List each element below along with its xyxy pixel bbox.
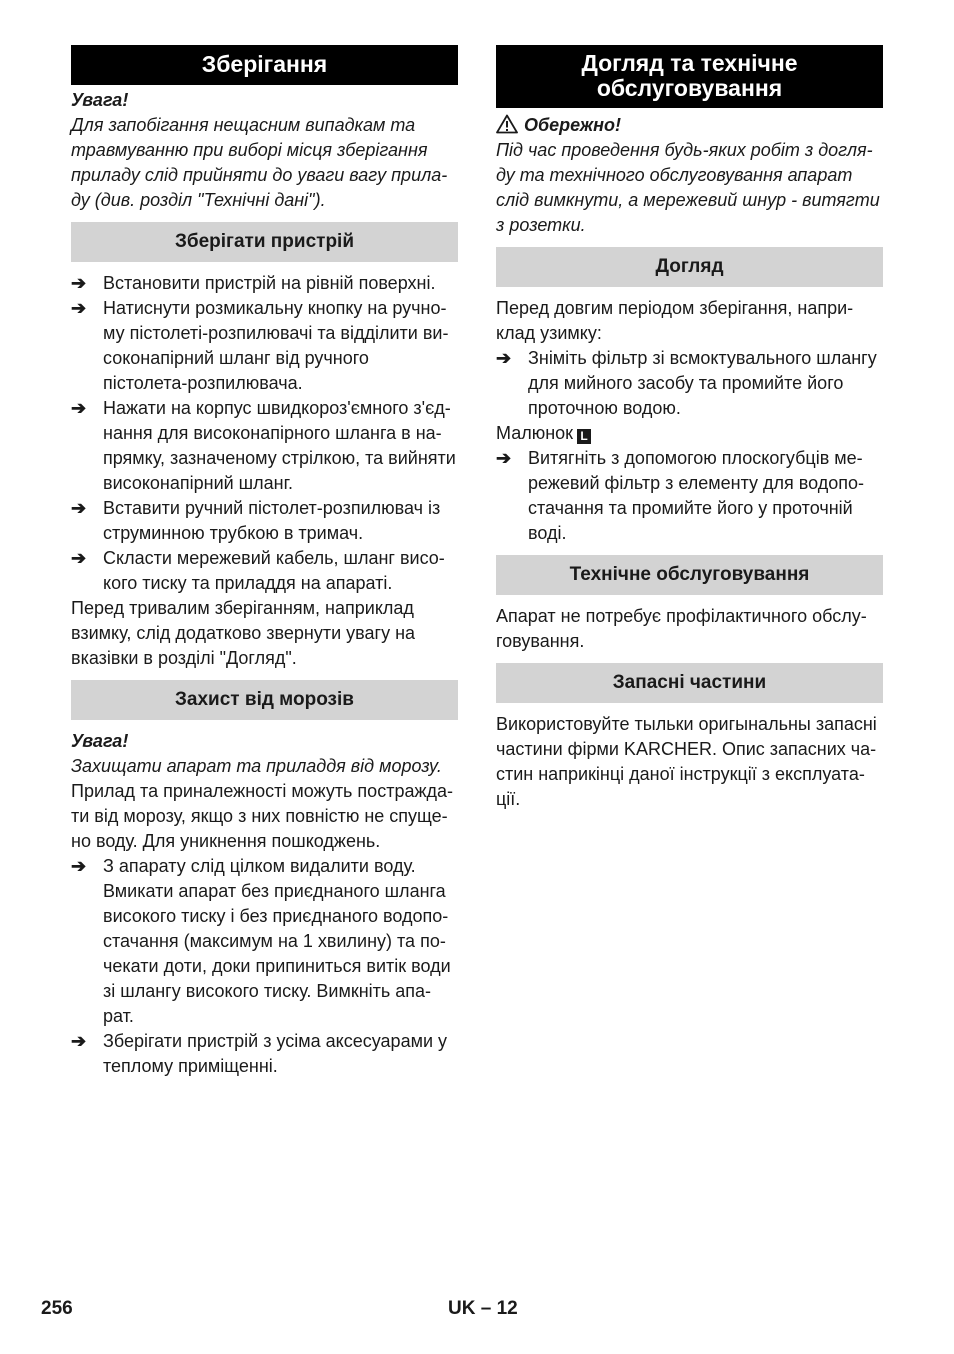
right-column bbox=[496, 45, 883, 812]
arrow-right-icon: ➔ bbox=[71, 398, 87, 418]
section-title-care-maintenance bbox=[496, 45, 883, 108]
care-steps-list-1 bbox=[496, 346, 883, 421]
care-steps-list-2 bbox=[496, 446, 883, 546]
section-code: UK – 12 bbox=[448, 1298, 518, 1319]
list-item: ➔ Встановити пристрій на рівній поверхні. bbox=[71, 271, 458, 296]
care-intro: Перед довгим періодом зберігання, напри-клад узимку: bbox=[496, 298, 854, 343]
list-item: ➔ Витягніть з допомогою плоскогубців ме-режевий фільтр з елементу для водопо-стачання та промийте його у проточній воді. bbox=[496, 448, 865, 543]
arrow-right-icon: ➔ bbox=[71, 1031, 87, 1051]
list-item: ➔ Скласти мережевий кабель, шланг висо-кого тиску та приладдя на апараті. bbox=[71, 548, 445, 593]
maintenance-text: Апарат не потребує профілактичного обслу-говування. bbox=[496, 606, 867, 651]
frost-text: Прилад та приналежності можуть постражда-ти від морозу, якщо з них повністю не спуще-но воду. Для уникнення пошкоджень. bbox=[71, 781, 454, 851]
figure-label-box: L bbox=[577, 429, 591, 444]
subheading-frost-protection: Захист від морозів bbox=[71, 680, 458, 720]
frost-warning-text: Захищати апарат та приладдя від морозу. bbox=[71, 756, 442, 776]
subheading-maintenance: Технічне обслуговування bbox=[496, 555, 883, 595]
warning-text: Для запобігання нещасним випадкам та травмуванню при виборі місця зберігання приладу слід прийняти до уваги вагу прила-ду (див. розділ "Технічні дані"). bbox=[71, 115, 448, 210]
list-item: ➔ З апарату слід цілком видалити воду. Вмикати апарат без приєднаного шланга високого тиску і без приєднаного водопо-стачання (максимум на 1 хвилину) та по-чекати доти, доки припиниться витік води зі шлангу високого тиску. Вимкніть апа-рат. bbox=[71, 856, 451, 1026]
frost-steps-list bbox=[71, 854, 458, 1079]
subheading-store-device: Зберігати пристрій bbox=[71, 222, 458, 262]
arrow-right-icon: ➔ bbox=[496, 348, 512, 368]
storage-steps-list bbox=[71, 271, 458, 596]
section-title-storage: Зберігання bbox=[71, 45, 458, 85]
title-line-2: обслуговування bbox=[596, 75, 783, 101]
list-item: ➔ Зберігати пристрій з усіма аксесуарами у теплому приміщенні. bbox=[71, 1031, 448, 1076]
arrow-right-icon: ➔ bbox=[71, 856, 87, 876]
frost-warning-label: Увага! bbox=[71, 731, 129, 751]
warning-label: Увага! bbox=[71, 90, 129, 110]
caution-heading bbox=[496, 113, 883, 138]
page-number: 256 bbox=[41, 1298, 73, 1319]
spare-parts-text: Використовуйте тыльки оригынальны запасні частини фірми KARCHER. Опис запасних ча-стин наприкінці даної інструкції з експлуата-ції. bbox=[496, 714, 877, 809]
arrow-right-icon: ➔ bbox=[71, 273, 87, 293]
arrow-right-icon: ➔ bbox=[71, 498, 87, 518]
warning-triangle-icon bbox=[496, 114, 518, 134]
subheading-spare-parts: Запасні частини bbox=[496, 663, 883, 703]
left-column bbox=[71, 45, 458, 1079]
list-item: ➔ Нажати на корпус швидкороз'ємного з'єд-нання для високонапірного шланга в на-прямку, зазначеному стрілкою, та вийняти високонапірний шланг. bbox=[71, 398, 456, 493]
caution-text: Під час проведення будь-яких робіт з догля-ду та технічного обслуговування апарат слід вимкнути, а мережевий шнур - витягти з розетки. bbox=[496, 140, 880, 235]
title-line-1: Догляд та технічне bbox=[581, 50, 798, 76]
arrow-right-icon: ➔ bbox=[71, 548, 87, 568]
list-item: ➔ Зніміть фільтр зі всмоктувального шлангу для мийного засобу та промийте його проточною водою. bbox=[496, 348, 877, 418]
arrow-right-icon: ➔ bbox=[71, 298, 87, 318]
storage-note: Перед тривалим зберіганням, наприклад взимку, слід додатково звернути увагу на вказівки в розділі "Догляд". bbox=[71, 598, 416, 668]
caution-label: Обережно! bbox=[524, 115, 622, 135]
subheading-care: Догляд bbox=[496, 247, 883, 287]
list-item: ➔ Натиснути розмикальну кнопку на ручно-му пістолеті-розпилювачі та відділити ви-соконапірний шланг від ручного пістолета-розпилювача. bbox=[71, 298, 449, 393]
figure-reference: Малюнок L bbox=[496, 421, 883, 446]
list-item: ➔ Вставити ручний пістолет-розпилювач із струминною трубкою в тримач. bbox=[71, 498, 441, 543]
arrow-right-icon: ➔ bbox=[496, 448, 512, 468]
